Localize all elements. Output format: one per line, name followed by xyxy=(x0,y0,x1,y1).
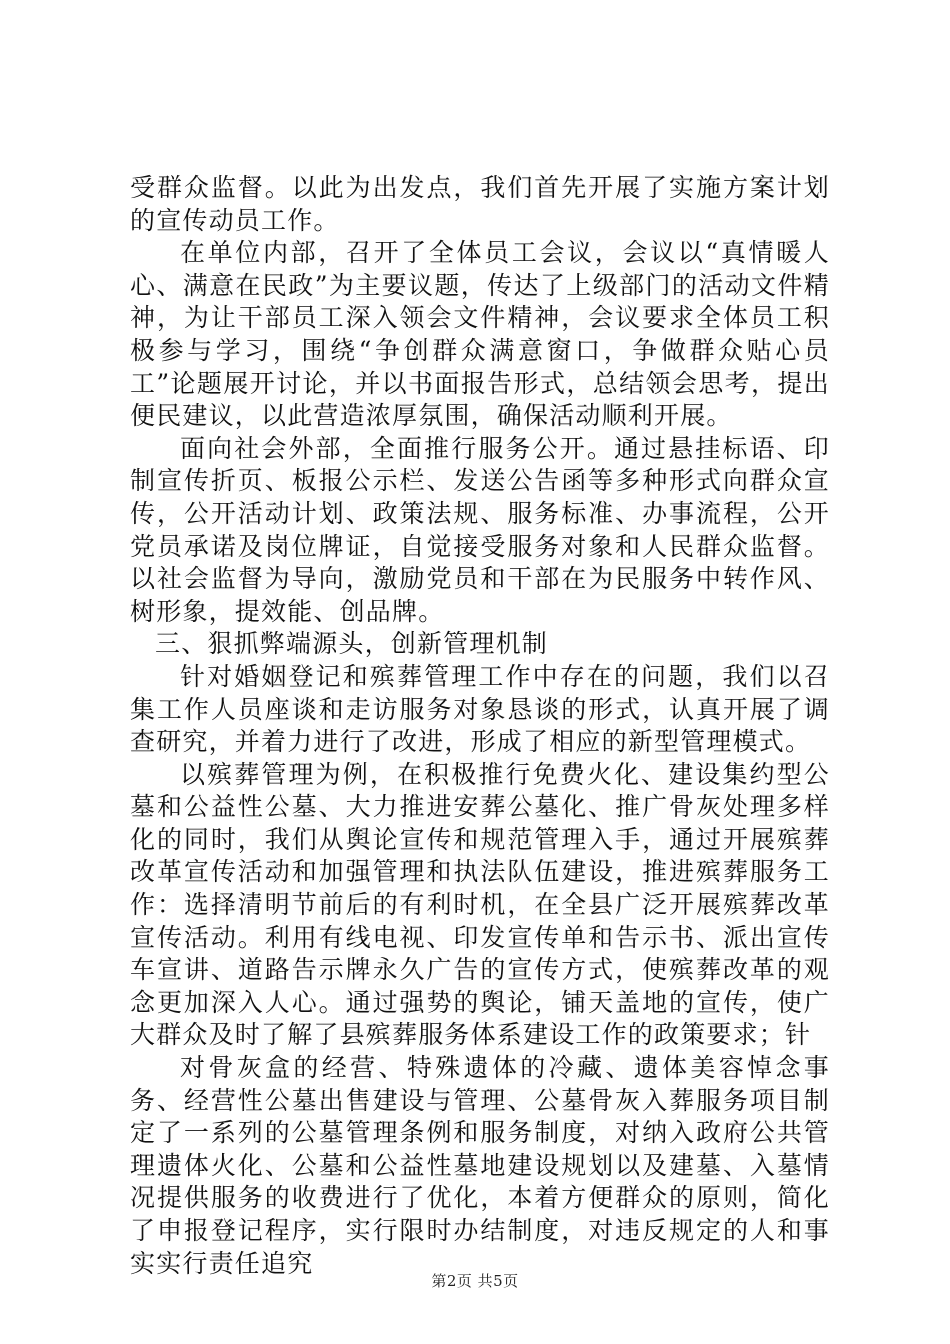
page-number-footer: 第2页 共5页 xyxy=(431,1272,519,1290)
paragraph-continuation: 受群众监督。以此为出发点，我们首先开展了实施方案计划的宣传动员工作。 xyxy=(130,173,830,235)
paragraph-funeral-management: 以殡葬管理为例，在积极推行免费火化、建设集约型公墓和公益性公墓、大力推进安葬公墓化、推广骨灰处理多样化的同时，我们从舆论宣传和规范管理入手，通过开展殡葬改革宣传活动和加强管理和执法队伍建设，推进殡葬服务工作：选择清明节前后的有利时机，在全县广泛开展殡葬改革宣传活动。利用有线电视、印发宣传单和告示书、派出宣传车宣讲、道路告示牌永久广告的宣传方式，使殡葬改革的观念更加深入人心。通过强势的舆论，铺天盖地的宣传，使广大群众及时了解了县殡葬服务体系建设工作的政策要求；针 xyxy=(130,759,830,1050)
paragraph-research: 针对婚姻登记和殡葬管理工作中存在的问题，我们以召集工作人员座谈和走访服务对象恳谈的形式，认真开展了调查研究，并着力进行了改进，形成了相应的新型管理模式。 xyxy=(130,661,830,757)
document-body xyxy=(130,172,830,1280)
paragraph-internal-meeting: 在单位内部，召开了全体员工会议，会议以“真情暖人心、满意在民政”为主要议题，传达了上级部门的活动文件精神，为让干部员工深入领会文件精神，会议要求全体员工积极参与学习，围绕“争创群众满意窗口，争做群众贴心员工”论题展开讨论，并以书面报告形式，总结领会思考，提出便民建议，以此营造浓厚氛围，确保活动顺利开展。 xyxy=(130,238,830,431)
section-heading: 三、狠抓弊端源头，创新管理机制 xyxy=(155,629,549,659)
paragraph-cemetery-rules: 对骨灰盒的经营、特殊遗体的冷藏、遗体美容悼念事务、经营性公墓出售建设与管理、公墓骨灰入葬服务项目制定了一系列的公墓管理条例和服务制度，对纳入政府公共管理遗体火化、公墓和公益性墓地建设规划以及建墓、入墓情况提供服务的收费进行了优化，本着方便群众的原则，简化了申报登记程序，实行限时办结制度，对违反规定的人和事实实行责任追究 xyxy=(130,1053,830,1278)
paragraph-public-disclosure: 面向社会外部，全面推行服务公开。通过悬挂标语、印制宣传折页、板报公示栏、发送公告函等多种形式向群众宣传，公开活动计划、政策法规、服务标准、办事流程，公开党员承诺及岗位牌证，自觉接受服务对象和人民群众监督。以社会监督为导向，激励党员和干部在为民服务中转作风、树形象，提效能、创品牌。 xyxy=(130,433,830,626)
